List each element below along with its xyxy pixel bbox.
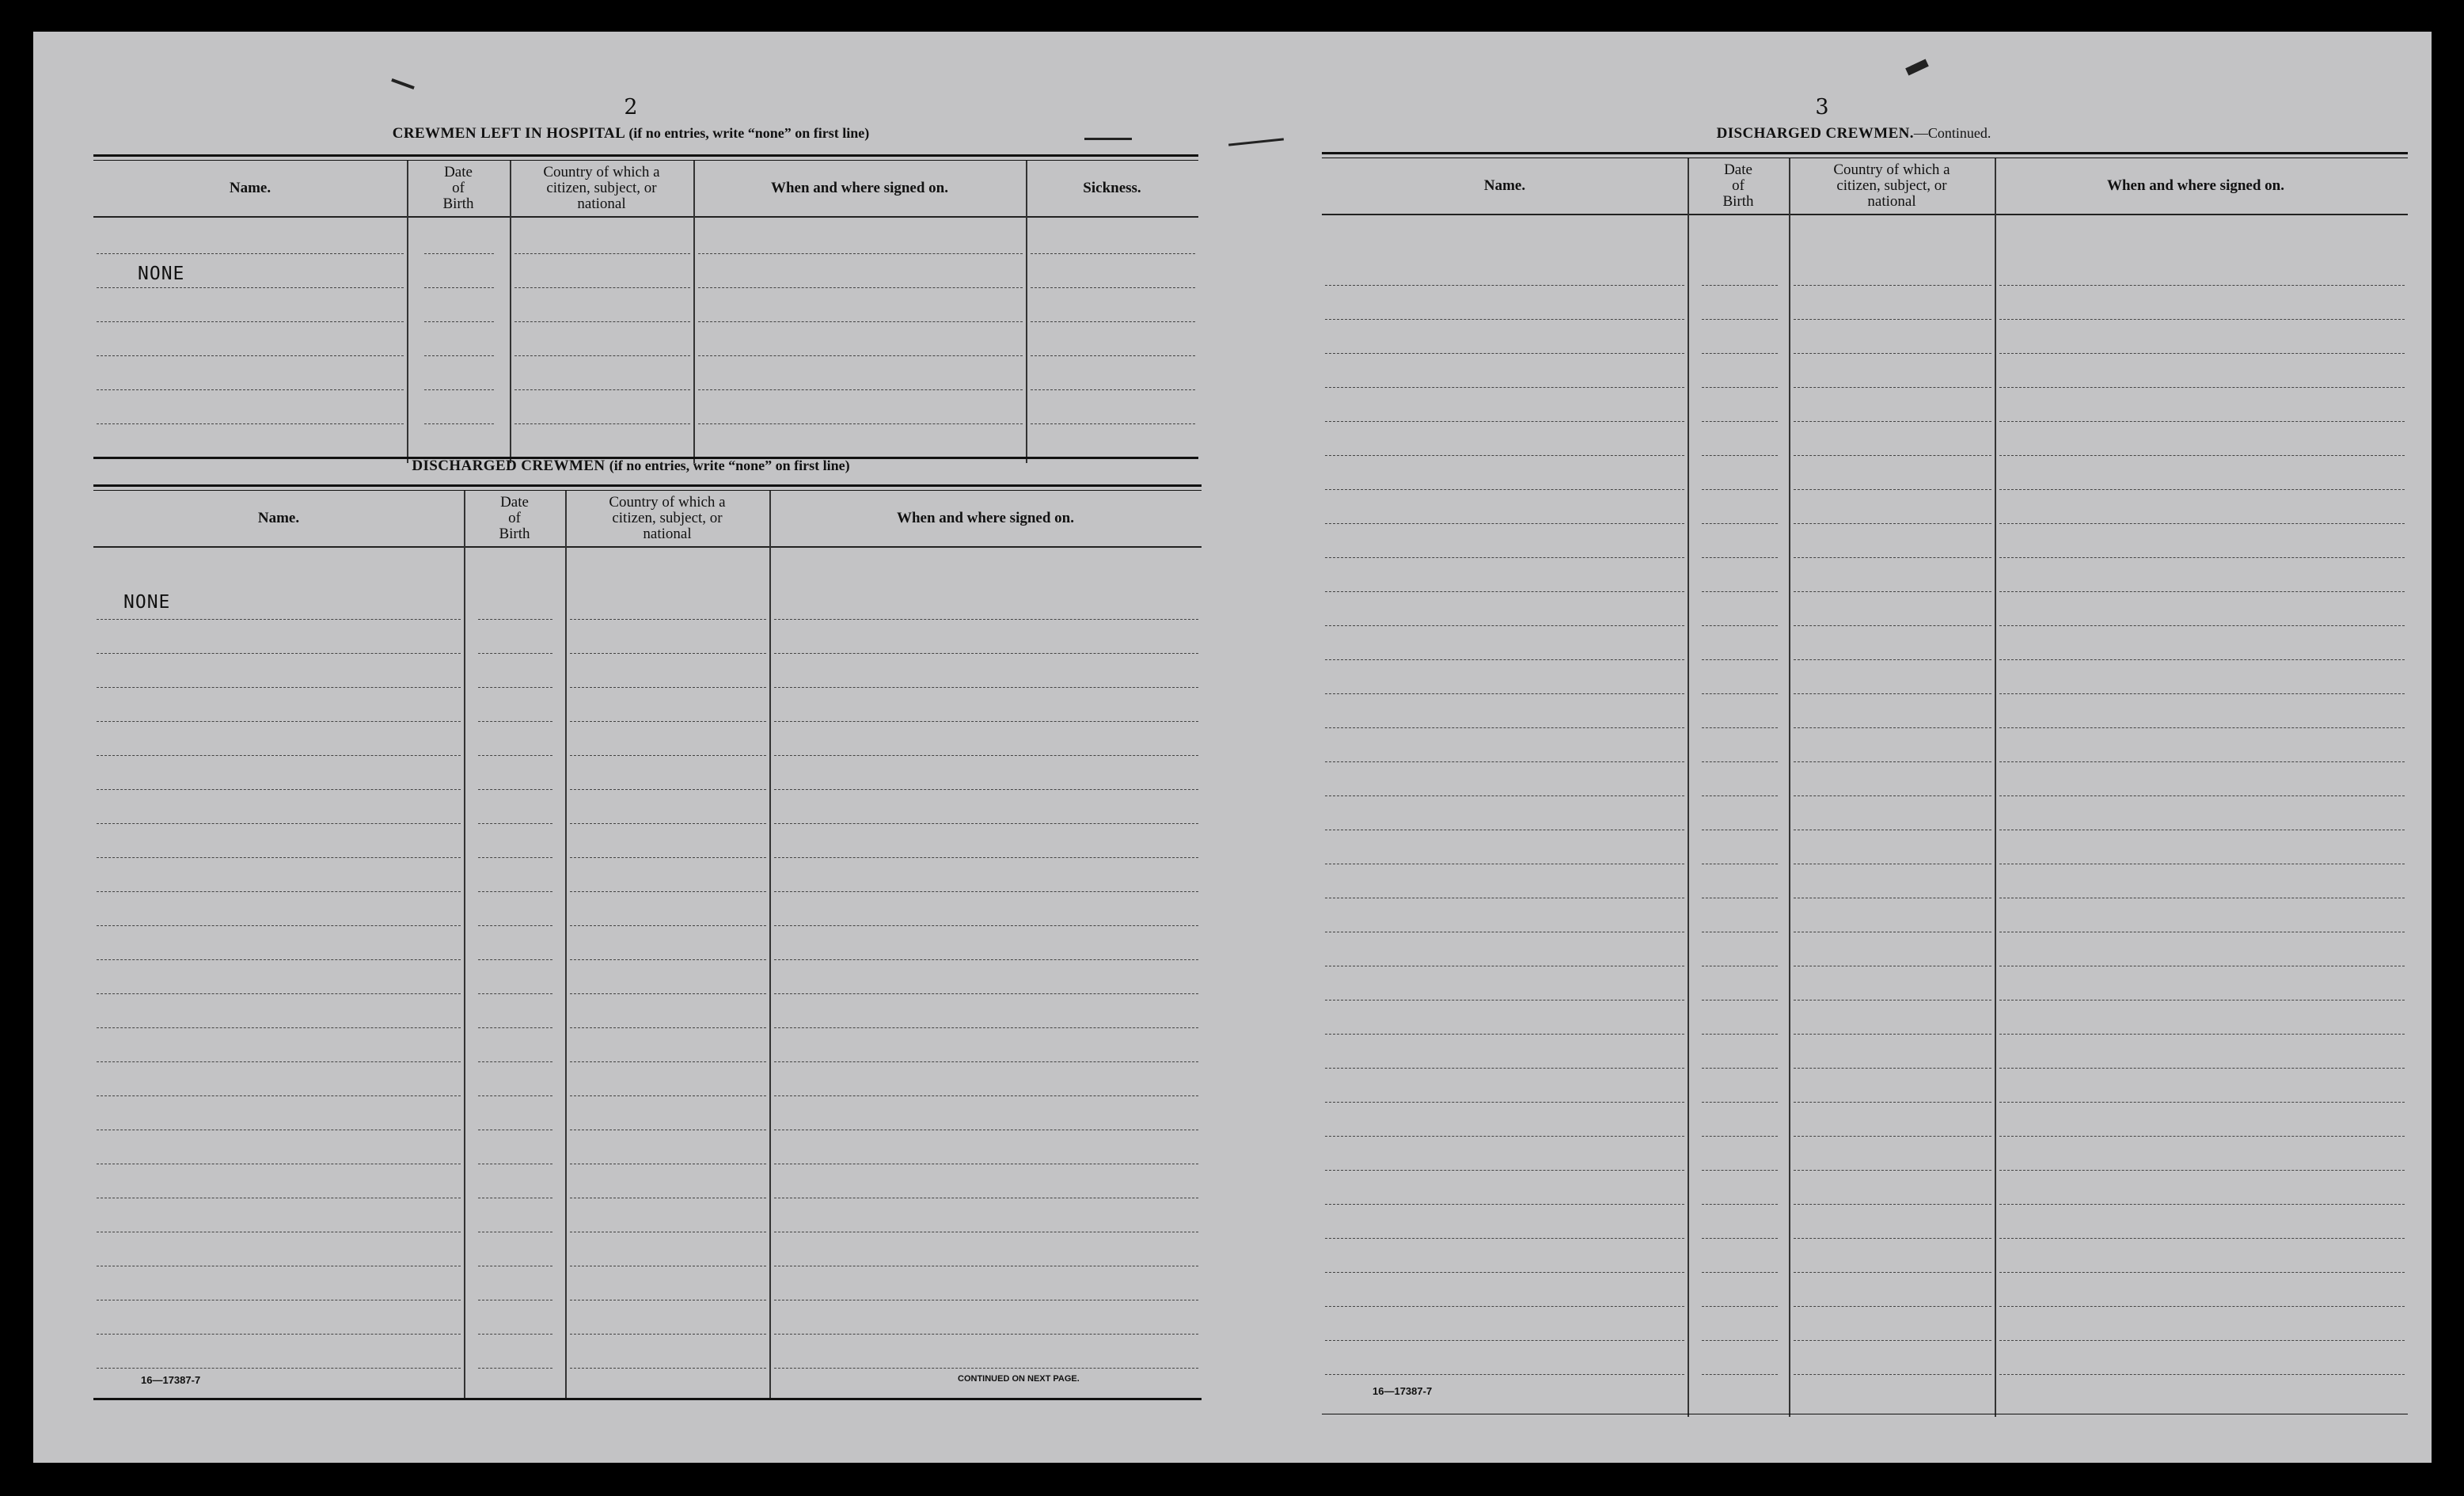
ruled-line — [1325, 727, 1684, 728]
ruled-line — [570, 857, 766, 858]
ruled-line — [1999, 353, 2405, 354]
ruled-line — [478, 925, 552, 926]
ruled-line — [1999, 659, 2405, 660]
right-section-title — [1717, 125, 1991, 142]
col-header-dob: Date of Birth — [499, 494, 530, 542]
continued-note: CONTINUED ON NEXT PAGE. — [958, 1374, 1080, 1384]
ruled-line — [1794, 421, 1991, 422]
ruled-line — [570, 755, 766, 756]
ruled-line — [1325, 1034, 1684, 1035]
ruled-line — [774, 857, 1198, 858]
ruled-line — [1702, 1102, 1778, 1103]
ruled-line — [478, 891, 552, 892]
hospital-title-note: (if no entries, write “none” on first line) — [628, 125, 870, 141]
ruled-line — [1702, 1272, 1778, 1273]
col-header-signed: When and where signed on. — [2106, 177, 2284, 194]
ruled-line — [774, 993, 1198, 994]
ruled-line — [570, 1027, 766, 1028]
ruled-line — [514, 253, 690, 254]
ruled-line — [1702, 455, 1778, 456]
ruled-line — [1999, 1102, 2405, 1103]
ruled-line — [478, 993, 552, 994]
ruled-line — [1702, 761, 1778, 762]
ruled-line — [1702, 693, 1778, 694]
ruled-line — [478, 1061, 552, 1062]
ruled-line — [1702, 1340, 1778, 1341]
ruled-line — [478, 721, 552, 722]
hospital-title-text: CREWMEN LEFT IN HOSPITAL — [392, 125, 625, 142]
ruled-line — [1999, 1374, 2405, 1375]
ruled-line — [1325, 1136, 1684, 1137]
ruled-line — [1325, 1068, 1684, 1069]
ruled-line — [97, 925, 461, 926]
ruled-line — [514, 287, 690, 288]
ruled-line — [478, 1368, 552, 1369]
ruled-line — [1325, 659, 1684, 660]
col-header-name: Name. — [1483, 177, 1526, 194]
ruled-line — [1325, 285, 1684, 286]
ruled-line — [97, 1334, 461, 1335]
ruled-line — [514, 389, 690, 390]
ruled-line — [478, 653, 552, 654]
ruled-line — [1999, 421, 2405, 422]
ruled-line — [1999, 1272, 2405, 1273]
ruled-line — [97, 993, 461, 994]
ruled-line — [1999, 285, 2405, 286]
ruled-line — [478, 755, 552, 756]
ruled-line — [1702, 285, 1778, 286]
ruled-line — [1794, 1238, 1991, 1239]
ruled-line — [514, 423, 690, 424]
ruled-line — [1794, 557, 1991, 558]
ruled-line — [1999, 489, 2405, 490]
ruled-line — [1794, 693, 1991, 694]
ruled-line — [698, 287, 1023, 288]
discharged-title-text: DISCHARGED CREWMEN — [412, 458, 606, 474]
ruled-line — [1702, 1170, 1778, 1171]
ruled-line — [478, 959, 552, 960]
ruled-line — [1702, 795, 1778, 796]
ruled-line — [570, 789, 766, 790]
ruled-line — [1999, 1136, 2405, 1137]
scan-mark — [391, 78, 415, 89]
ruled-line — [774, 687, 1198, 688]
ruled-line — [478, 1334, 552, 1335]
ruled-line — [1999, 319, 2405, 320]
ruled-line — [514, 355, 690, 356]
ruled-line — [97, 389, 404, 390]
discharged-section-title — [412, 458, 849, 475]
ruled-line — [1999, 1306, 2405, 1307]
ruled-line — [1325, 1272, 1684, 1273]
discharged-title-note: (if no entries, write “none” on first line) — [609, 458, 850, 473]
ruled-line — [478, 687, 552, 688]
ruled-line — [478, 1095, 552, 1096]
ruled-line — [514, 321, 690, 322]
ruled-line — [1702, 1374, 1778, 1375]
ruled-line — [1702, 557, 1778, 558]
ruled-line — [97, 823, 461, 824]
ruled-line — [97, 653, 461, 654]
ruled-line — [1999, 795, 2405, 796]
col-header-name: Name. — [257, 510, 300, 526]
ruled-line — [774, 1368, 1198, 1369]
scan-mark — [1228, 138, 1284, 146]
ruled-line — [570, 1368, 766, 1369]
ruled-line — [1999, 557, 2405, 558]
ruled-line — [1794, 761, 1991, 762]
ruled-line — [97, 789, 461, 790]
right-page — [1228, 32, 2432, 1463]
col-header-name: Name. — [229, 180, 271, 196]
ruled-line — [774, 925, 1198, 926]
ruled-line — [1031, 423, 1195, 424]
col-header-dob: Date of Birth — [442, 164, 474, 212]
ruled-line — [478, 619, 552, 620]
discharged-continued-table — [1322, 152, 2408, 1417]
ruled-line — [1794, 1340, 1991, 1341]
ruled-line — [97, 1368, 461, 1369]
ruled-line — [774, 653, 1198, 654]
ruled-line — [1702, 319, 1778, 320]
ruled-line — [1794, 319, 1991, 320]
ruled-line — [1325, 625, 1684, 626]
ruled-line — [97, 619, 461, 620]
ruled-line — [1999, 1204, 2405, 1205]
col-header-country: Country of which a citizen, subject, or national — [609, 494, 726, 542]
ruled-line — [1794, 659, 1991, 660]
ruled-line — [478, 789, 552, 790]
ruled-line — [1794, 455, 1991, 456]
ruled-line — [97, 253, 404, 254]
ruled-line — [1325, 489, 1684, 490]
ruled-line — [97, 1061, 461, 1062]
ruled-line — [1031, 253, 1195, 254]
ruled-line — [1794, 1068, 1991, 1069]
ruled-line — [570, 1334, 766, 1335]
ruled-line — [1325, 693, 1684, 694]
ruled-line — [570, 1095, 766, 1096]
ruled-line — [424, 423, 494, 424]
ruled-line — [1325, 557, 1684, 558]
ruled-line — [1702, 1204, 1778, 1205]
ruled-line — [1794, 489, 1991, 490]
page-number-right: 3 — [1815, 95, 1829, 120]
ruled-line — [1794, 353, 1991, 354]
ruled-line — [774, 721, 1198, 722]
ruled-line — [1325, 1170, 1684, 1171]
ruled-line — [97, 355, 404, 356]
ruled-line — [1999, 1238, 2405, 1239]
ruled-line — [1325, 761, 1684, 762]
ruled-line — [1325, 1204, 1684, 1205]
ruled-line — [570, 993, 766, 994]
ruled-line — [97, 891, 461, 892]
ruled-line — [774, 1027, 1198, 1028]
ruled-line — [1702, 523, 1778, 524]
ruled-line — [424, 355, 494, 356]
ruled-line — [97, 755, 461, 756]
ruled-line — [97, 1027, 461, 1028]
ruled-line — [1794, 1272, 1991, 1273]
ruled-line — [1325, 1102, 1684, 1103]
ruled-line — [1794, 625, 1991, 626]
ruled-line — [1325, 421, 1684, 422]
scan-mark — [1905, 59, 1929, 76]
ruled-line — [424, 389, 494, 390]
col-header-signed: When and where signed on. — [896, 510, 1074, 526]
ruled-line — [97, 959, 461, 960]
ruled-line — [424, 321, 494, 322]
ruled-line — [1794, 1102, 1991, 1103]
ruled-line — [774, 823, 1198, 824]
ruled-line — [570, 959, 766, 960]
ruled-line — [1794, 795, 1991, 796]
ruled-line — [1702, 1068, 1778, 1069]
ruled-line — [97, 423, 404, 424]
ruled-line — [1702, 1306, 1778, 1307]
ruled-line — [97, 287, 404, 288]
ruled-line — [1999, 591, 2405, 592]
ruled-line — [97, 721, 461, 722]
ruled-line — [698, 253, 1023, 254]
ruled-line — [1702, 1136, 1778, 1137]
ruled-line — [1794, 523, 1991, 524]
ruled-line — [1999, 523, 2405, 524]
ruled-line — [1702, 421, 1778, 422]
ruled-line — [1702, 489, 1778, 490]
ruled-line — [1794, 727, 1991, 728]
ruled-line — [1031, 287, 1195, 288]
ruled-line — [1794, 1306, 1991, 1307]
ruled-line — [570, 823, 766, 824]
scanned-document — [33, 32, 2432, 1463]
ruled-line — [1702, 1238, 1778, 1239]
ruled-line — [1794, 285, 1991, 286]
ruled-line — [1325, 523, 1684, 524]
hospital-section-title — [393, 125, 870, 142]
ruled-line — [1325, 1374, 1684, 1375]
ruled-line — [424, 287, 494, 288]
ruled-line — [478, 823, 552, 824]
ruled-line — [1794, 387, 1991, 388]
col-header-country: Country of which a citizen, subject, or national — [543, 164, 660, 212]
ruled-line — [1325, 795, 1684, 796]
ruled-line — [1325, 591, 1684, 592]
hospital-table — [93, 154, 1198, 463]
ruled-line — [1702, 591, 1778, 592]
ruled-line — [1325, 1306, 1684, 1307]
form-number-right: 16—17387-7 — [1372, 1385, 1433, 1397]
ruled-line — [774, 789, 1198, 790]
ruled-line — [570, 653, 766, 654]
ruled-line — [478, 857, 552, 858]
ruled-line — [774, 1095, 1198, 1096]
ruled-line — [570, 925, 766, 926]
ruled-line — [1794, 1136, 1991, 1137]
ruled-line — [698, 389, 1023, 390]
ruled-line — [97, 687, 461, 688]
ruled-line — [1999, 1340, 2405, 1341]
ruled-line — [1325, 455, 1684, 456]
discharged-table — [93, 484, 1202, 1406]
ruled-line — [774, 1334, 1198, 1335]
form-number-left: 16—17387-7 — [141, 1374, 201, 1386]
ruled-line — [1999, 727, 2405, 728]
ruled-line — [570, 891, 766, 892]
ruled-line — [1794, 1374, 1991, 1375]
ruled-line — [1794, 591, 1991, 592]
discharged-entry-none: NONE — [123, 592, 171, 613]
hospital-entry-none: NONE — [138, 264, 185, 284]
ruled-line — [1702, 1034, 1778, 1035]
ruled-line — [1325, 387, 1684, 388]
ruled-line — [698, 321, 1023, 322]
ruled-line — [1031, 321, 1195, 322]
ruled-line — [1325, 1340, 1684, 1341]
ruled-line — [97, 1095, 461, 1096]
ruled-line — [1794, 1034, 1991, 1035]
ruled-line — [570, 687, 766, 688]
ruled-line — [1999, 1170, 2405, 1171]
ruled-line — [774, 891, 1198, 892]
ruled-line — [1325, 353, 1684, 354]
ruled-line — [1999, 455, 2405, 456]
ruled-line — [774, 1061, 1198, 1062]
ruled-line — [1031, 355, 1195, 356]
col-header-signed: When and where signed on. — [770, 180, 948, 196]
ruled-line — [774, 755, 1198, 756]
ruled-line — [774, 959, 1198, 960]
ruled-line — [1999, 693, 2405, 694]
ruled-line — [570, 1061, 766, 1062]
ruled-line — [1794, 1170, 1991, 1171]
ruled-line — [478, 1027, 552, 1028]
scan-mark — [1084, 138, 1132, 140]
ruled-line — [698, 355, 1023, 356]
ruled-line — [1702, 353, 1778, 354]
ruled-line — [1702, 387, 1778, 388]
col-header-dob: Date of Birth — [1722, 161, 1754, 210]
ruled-line — [424, 253, 494, 254]
col-header-sickness: Sickness. — [1083, 180, 1141, 196]
ruled-line — [1794, 1204, 1991, 1205]
left-page — [33, 32, 1228, 1463]
ruled-line — [1325, 319, 1684, 320]
ruled-line — [1702, 659, 1778, 660]
page-number-left: 2 — [624, 95, 638, 120]
ruled-line — [698, 423, 1023, 424]
ruled-line — [1999, 761, 2405, 762]
ruled-line — [97, 857, 461, 858]
col-header-country: Country of which a citizen, subject, or national — [1833, 161, 1950, 210]
ruled-line — [1999, 387, 2405, 388]
ruled-line — [1999, 625, 2405, 626]
right-title-suffix: —Continued. — [1913, 125, 1991, 141]
ruled-line — [1999, 1068, 2405, 1069]
right-title-text: DISCHARGED CREWMEN. — [1716, 125, 1914, 142]
ruled-line — [1999, 1034, 2405, 1035]
ruled-line — [97, 321, 404, 322]
ruled-line — [1702, 625, 1778, 626]
ruled-line — [774, 619, 1198, 620]
ruled-line — [570, 721, 766, 722]
ruled-line — [570, 619, 766, 620]
ruled-line — [1031, 389, 1195, 390]
ruled-line — [1702, 727, 1778, 728]
ruled-line — [1325, 1238, 1684, 1239]
